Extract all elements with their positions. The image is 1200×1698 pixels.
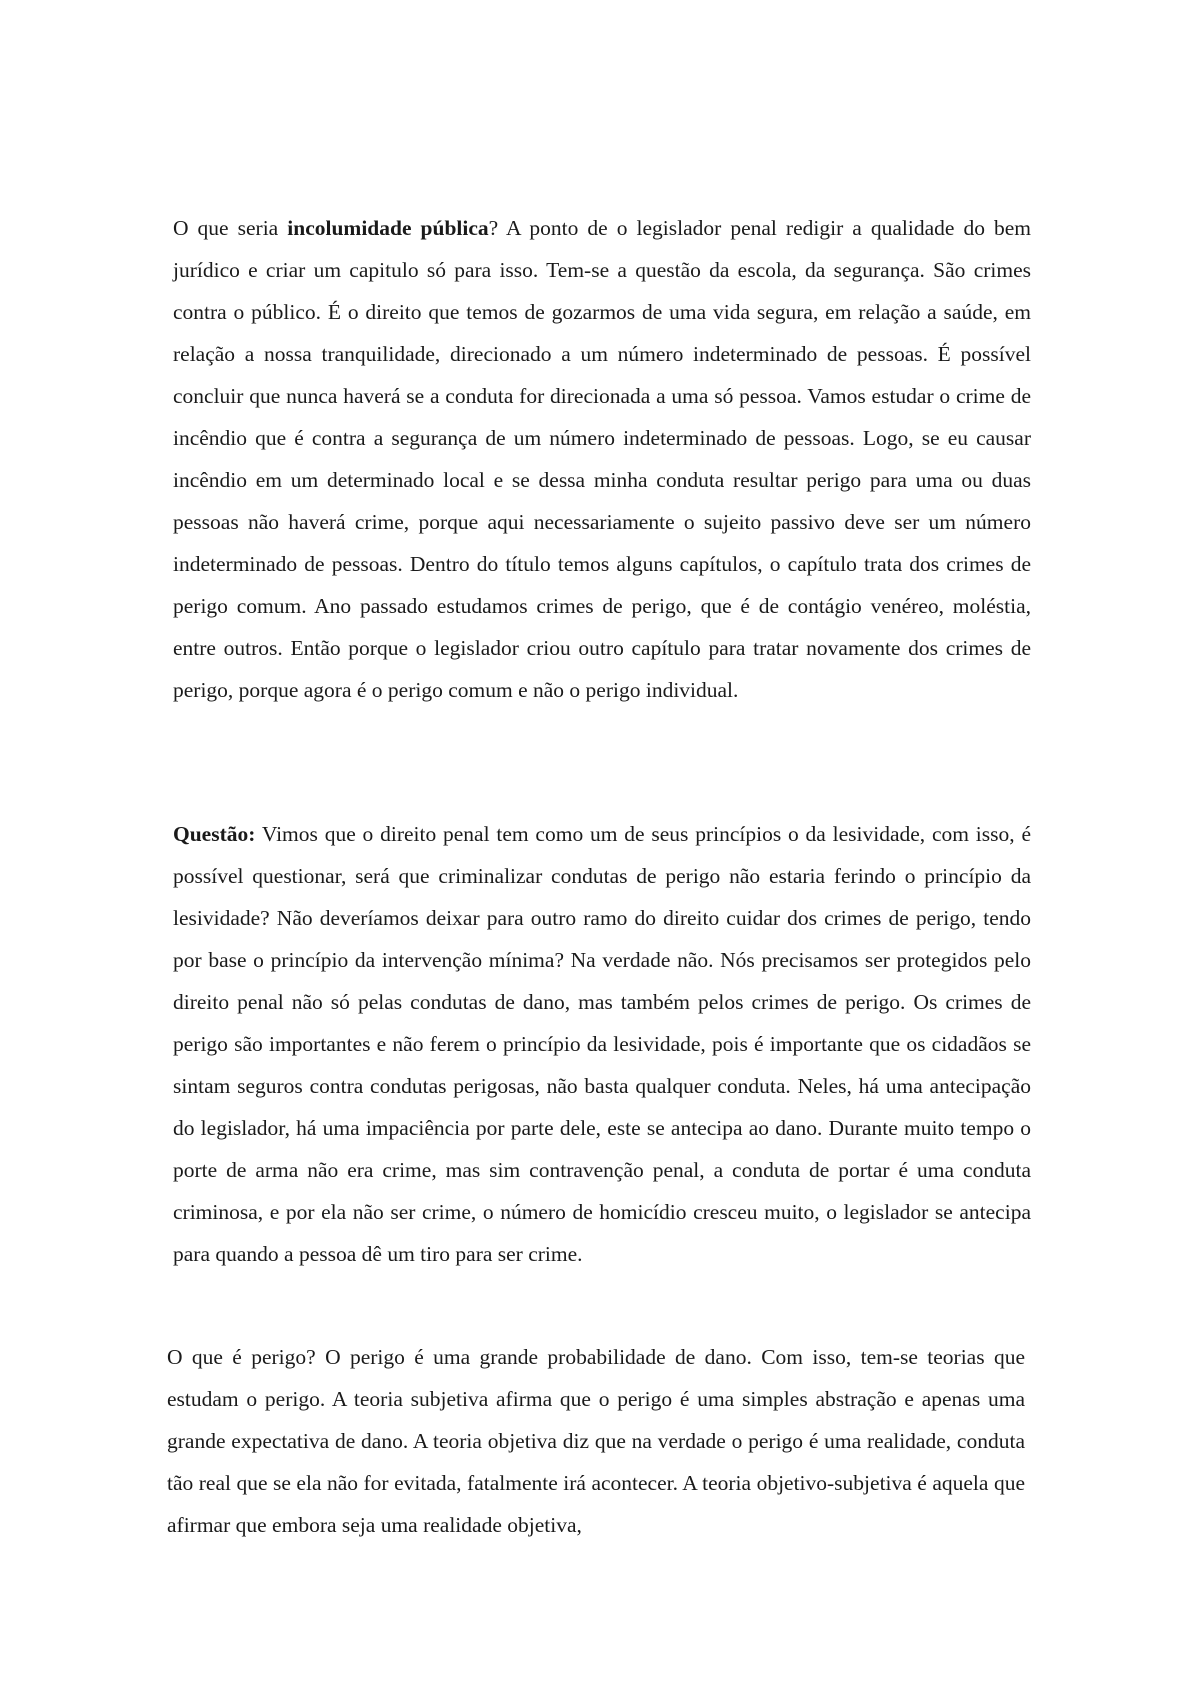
- paragraph-text: Vimos que o direito penal tem como um de seus princípios o da lesividade, com isso, é possível questionar, será que criminalizar condutas de perigo não estaria ferindo o princípio da lesividade? Não deveríamos deixar para outro ramo do direito cuidar dos crimes de perigo, tendo por base o princípio da intervenção mínima? Na verdade não. Nós precisamos ser protegidos pelo direito penal não só pelas condutas de dano, mas também pelos crimes de perigo. Os crimes de perigo são importantes e não ferem o princípio da lesividade, pois é importante que os cidadãos se sintam seguros contra condutas perigosas, não basta qualquer conduta. Neles, há uma antecipação do legislador, há uma impaciência por parte dele, este se antecipa ao dano. Durante muito tempo o porte de arma não era crime, mas sim contravenção penal, a conduta de portar é uma conduta criminosa, e por ela não ser crime, o número de homicídio cresceu muito, o legislador se antecipa para quando a pessoa dê um tiro para ser crime.: [173, 822, 1031, 1266]
- paragraph-questao: [173, 813, 1031, 1275]
- paragraph-perigo: [167, 1336, 1025, 1546]
- paragraph-text: ? A ponto de o legislador penal redigir a qualidade do bem jurídico e criar um capitulo só para isso. Tem-se a questão da escola, da segurança. São crimes contra o público. É o direito que temos de gozarmos de uma vida segura, em relação a saúde, em relação a nossa tranquilidade, direcionado a um número indeterminado de pessoas. É possível concluir que nunca haverá se a conduta for direcionada a uma só pessoa. Vamos estudar o crime de incêndio que é contra a segurança de um número indeterminado de pessoas. Logo, se eu causar incêndio em um determinado local e se dessa minha conduta resultar perigo para uma ou duas pessoas não haverá crime, porque aqui necessariamente o sujeito passivo deve ser um número indeterminado de pessoas. Dentro do título temos alguns capítulos, o capítulo trata dos crimes de perigo comum. Ano passado estudamos crimes de perigo, que é de contágio venéreo, moléstia, entre outros. Então porque o legislador criou outro capítulo para tratar novamente dos crimes de perigo, porque agora é o perigo comum e não o perigo individual.: [173, 216, 1032, 702]
- bold-term: incolumidade pública: [287, 216, 489, 240]
- paragraph-text: O que é perigo? O perigo é uma grande probabilidade de dano. Com isso, tem-se teorias que estudam o perigo. A teoria subjetiva afirma que o perigo é uma simples abstração e apenas uma grande expectativa de dano. A teoria objetiva diz que na verdade o perigo é uma realidade, conduta tão real que se ela não for evitada, fatalmente irá acontecer. A teoria objetivo-subjetiva é aquela que afirmar que embora seja uma realidade objetiva,: [167, 1345, 1025, 1537]
- paragraph-text: O que seria: [173, 216, 288, 240]
- bold-label: Questão:: [173, 822, 256, 846]
- paragraph-incolumidade-publica: [173, 207, 1031, 711]
